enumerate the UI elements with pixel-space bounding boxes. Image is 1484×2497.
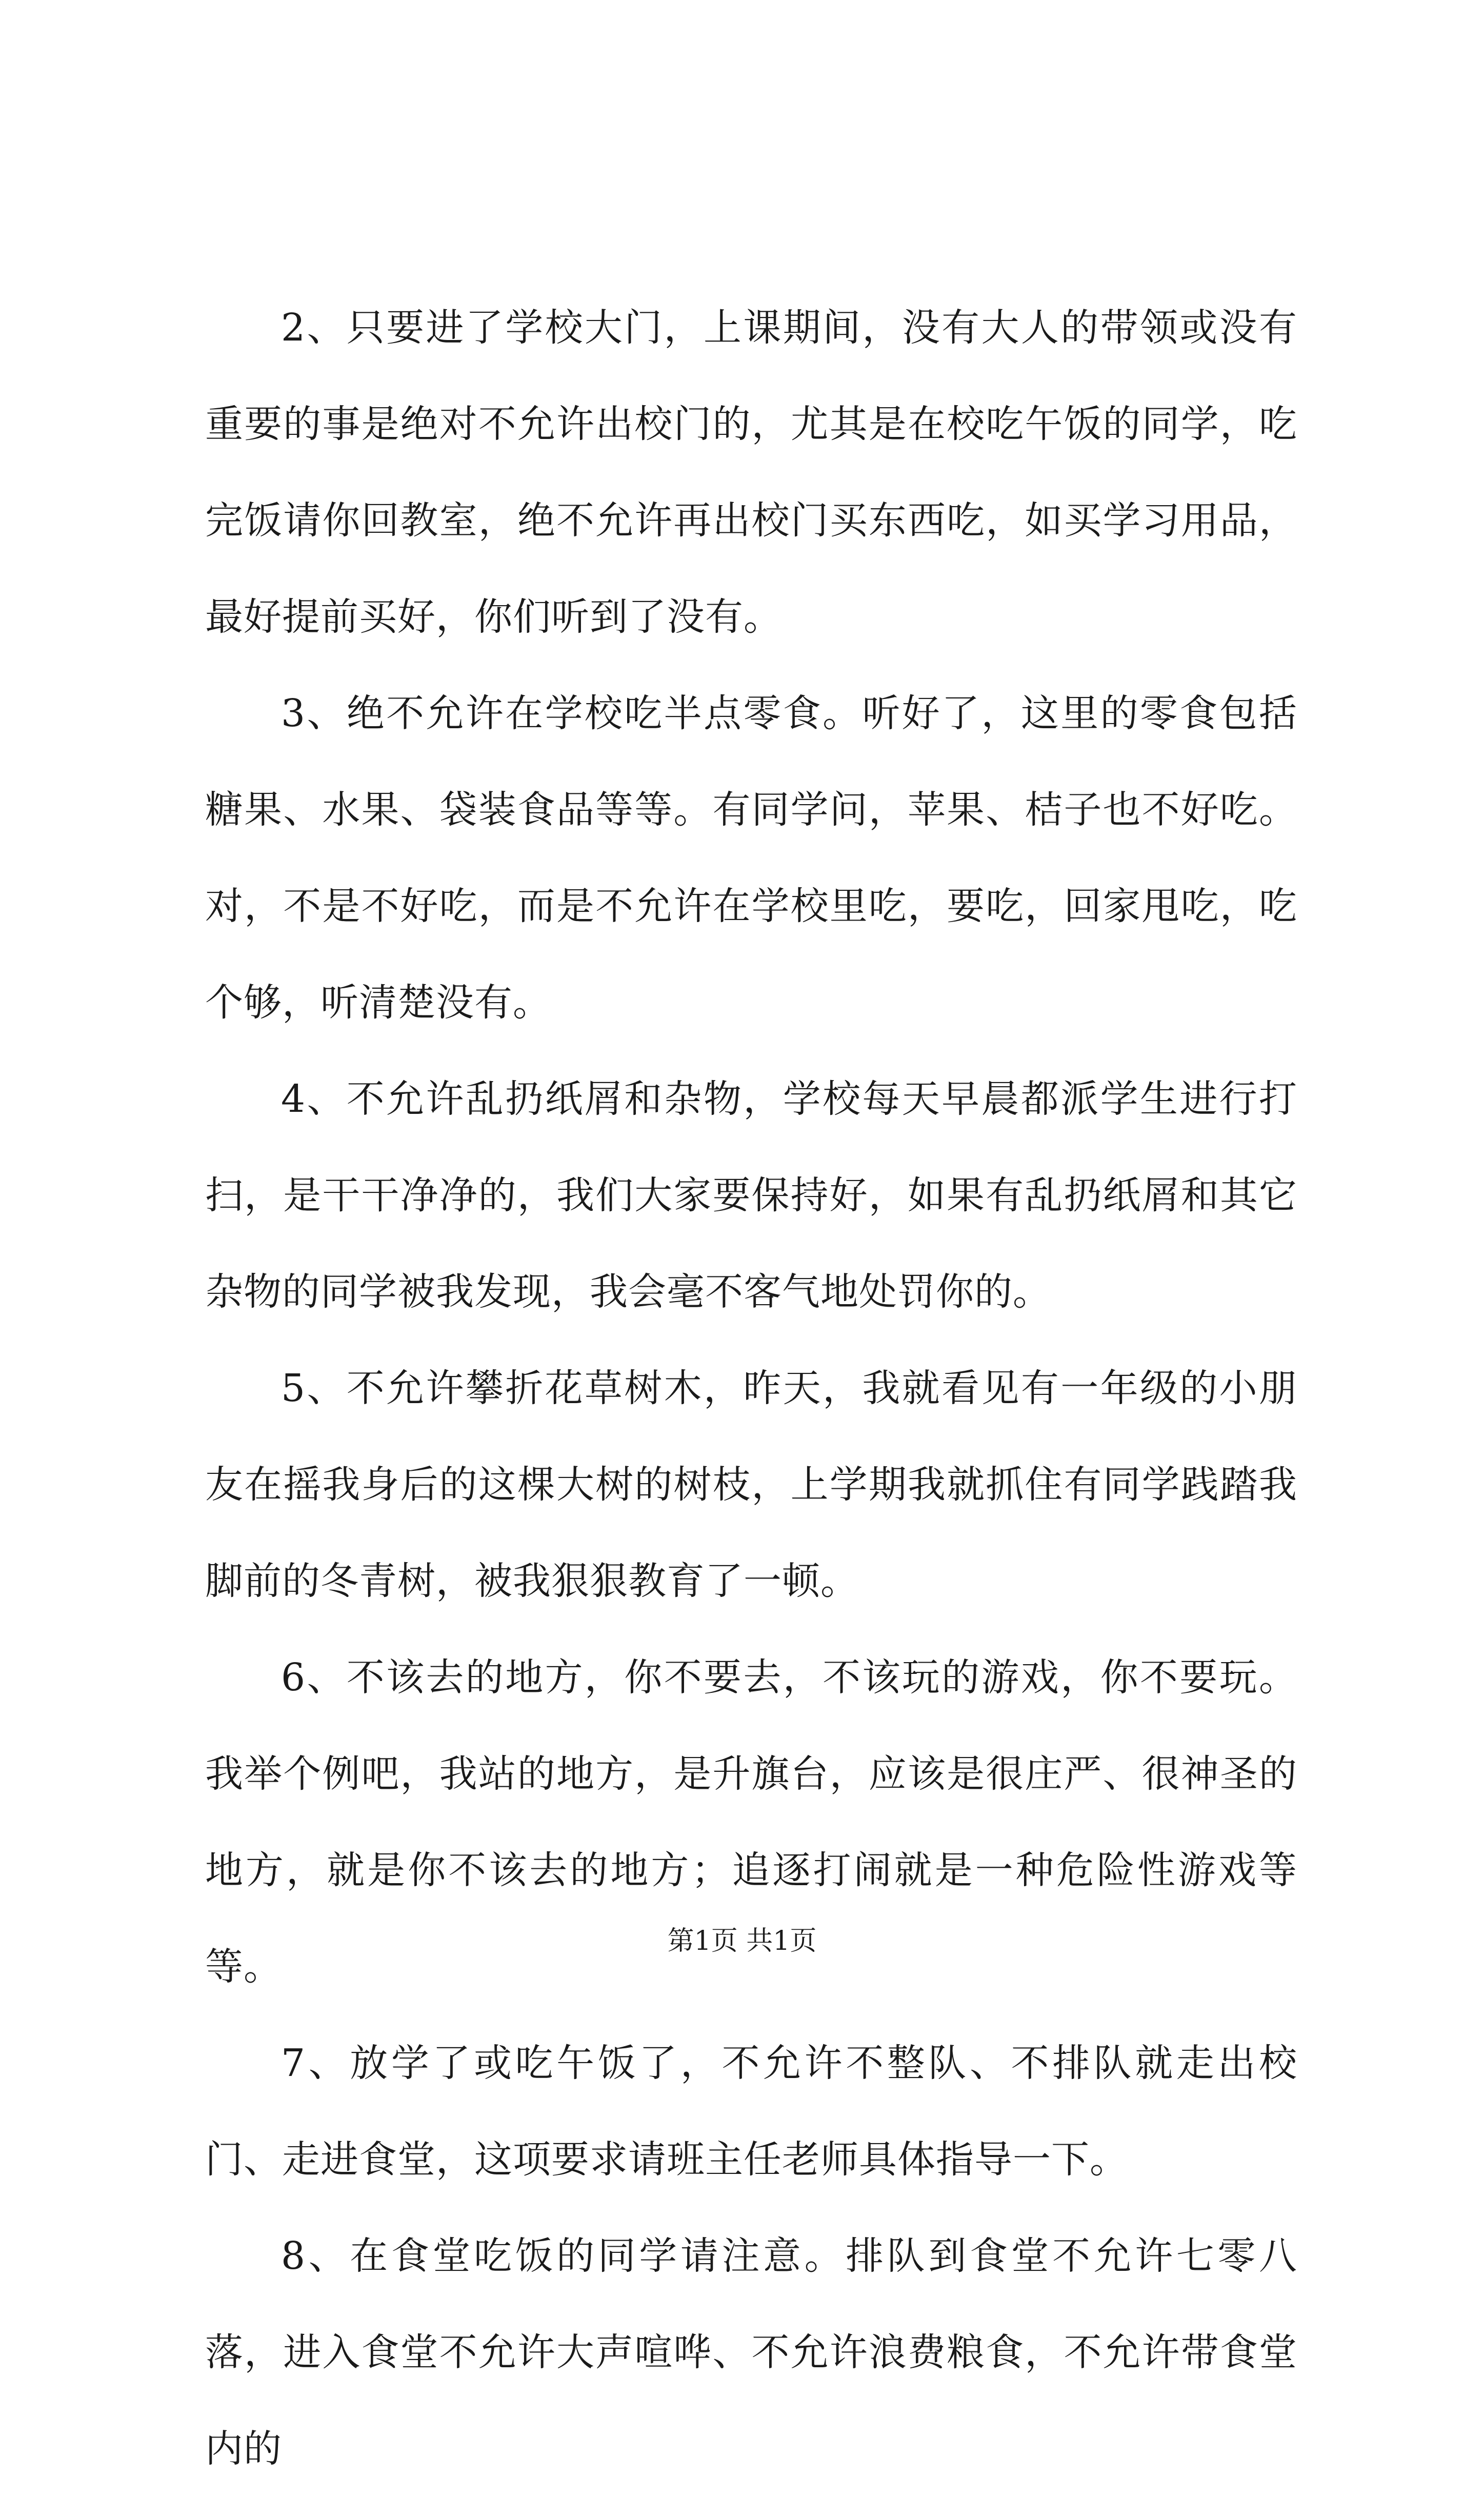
paragraph-rule-3: 3、绝不允许在学校吃半点零食。听好了，这里的零食包括糖果、水果、袋装食品等等。有同学问，苹果、桔子也不好吃。对，不是不好吃，而是不允许在学校里吃，要吃，回家甩吃，吃个够，听清楚没有。: [205, 691, 1297, 1025]
document-body: [205, 279, 1297, 2497]
paragraph-rule-4: 4、不允许乱扔纸屑和杂物，学校每天早晨都派学生进行打扫，是干干净净的，我们大家要保持好，如果有乱扔纸屑和其它杂物的同学被我发现，我会毫不客气地处罚你的。: [205, 1077, 1297, 1314]
paragraph-rule-5: 5、不允许攀折花草树木，昨天，我就看见有一年级的小朋友在摇我身后的这棵大树的树枝，上学期我就抓住有同学践踏我脚前的冬青树，被我狠狠教育了一顿。: [205, 1366, 1297, 1603]
page-footer: 第1页 共1页: [667, 1926, 817, 1956]
paragraph-rule-8: 8、在食堂吃饭的同学请注意。排队到食堂不允许七零八落，进入食堂不允许大声喧哗、不允许浪费粮食，不允许带食堂内的: [205, 2234, 1297, 2471]
paragraph-rule-2: 2、只要进了学校大门，上课期间，没有大人的带领或没有重要的事是绝对不允许出校门的，尤其是在校吃午饭的同学，吃完饭请你回教室，绝不允许再出校门买东西吃，如买学习用品，最好提前买好，你们听到了没有。: [205, 306, 1297, 639]
paragraph-rule-7: 7、放学了或吃午饭了，不允许不整队、不排队就走出校门、走进食堂，这项要求请班主任老师具体指导一下。: [205, 2041, 1297, 2182]
paragraph-rule-6: 6、不该去的地方，你不要去，不该玩的游戏，你不要玩。我举个例吧，我站的地方，是升旗台，应该是很庄严、很神圣的地方，就是你不该去的地方；追逐打闹就是一种危险性游戏等等。: [205, 1655, 1297, 1989]
